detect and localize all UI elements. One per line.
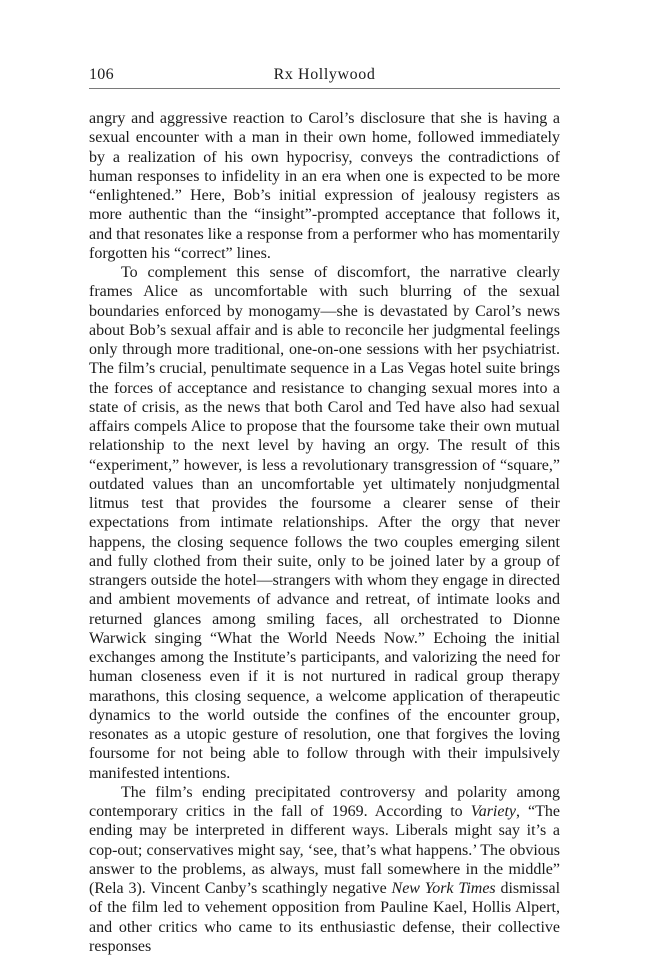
nyt-title: New York Times — [391, 880, 496, 897]
paragraph-1: angry and aggressive reaction to Carol’s disclosure that she is having a sexual encounter with a man in their own home, followed immediately by a realization of his own hypocrisy, conveys the contradictions of human responses to infidelity in an era when one is expected to be more “enlightened.” Here, Bob’s initial expression of jealousy registers as more authentic than the “insight”-prompted acceptance that follows it, and that resonates like a response from a performer who has momentarily forgotten his “correct” lines. — [89, 110, 560, 262]
page-number: 106 — [89, 66, 114, 83]
paragraph-3-text-c: dismissal of the film led to vehement opposition from Pauline Kael, Hollis Alpert, and other critics who came to its enthusiastic defense, their collective responses — [89, 880, 561, 955]
paragraph-3-text-a: The film’s ending precipitated controversy and polarity among contemporary critics in the fall of 1969. According to — [89, 783, 560, 820]
paragraph-3-text-b: , “The ending may be interpreted in different ways. Liberals might say it’s a cop-out; conservatives might say, ‘see, that’s what happens.’ The obvious answer to the problems, as always, must fall somewhere in the middle” (Rela 3). Vincent Canby’s scathingly negative — [89, 803, 560, 897]
variety-title: Variety — [470, 803, 517, 820]
running-title: Rx Hollywood — [273, 66, 376, 83]
paragraph-2: To complement this sense of discomfort, the narrative clearly frames Alice as uncomfortable with such blurring of the sexual boundaries enforced by monogamy—she is devastated by Carol’s news about Bob’s sexual affair and is able to reconcile her judgmental feelings only through more traditional, one-on-one sessions with her psychiatrist. The film’s crucial, penultimate sequence in a Las Vegas hotel suite brings the forces of acceptance and resistance to changing sexual mores into a state of crisis, as the news that both Carol and Ted have also had sexual affairs compels Alice to propose that the foursome take their own mutual relationship to the next level by having an orgy. The result of this “experiment,” however, is less a revolutionary transgression of “square,” outdated values than an uncomfortable yet ultimately nonjudgmental litmus test that provides the foursome a clearer sense of their expectations from intimate relationships. After the orgy that never happens, the closing sequence follows the two couples emerging silent and fully clothed from their suite, only to be joined later by a group of strangers outside the hotel—strangers with whom they engage in directed and ambient movements of advance and retreat, of intimate looks and returned glances among smiling faces, all orchestrated to Dionne Warwick singing “What the World Needs Now.” Echoing the initial exchanges among the Institute’s participants, and valorizing the need for human closeness even if it is not nurtured in radical group therapy marathons, this closing sequence, a welcome application of therapeutic dynamics to the world outside the confines of the encounter group, resonates as a utopic gesture of resolution, one that forgives the loving foursome for not being able to follow through with their impulsively manifested intentions. — [89, 264, 560, 782]
body-text — [89, 109, 560, 956]
paragraph-3 — [89, 783, 560, 956]
running-header — [89, 64, 560, 89]
